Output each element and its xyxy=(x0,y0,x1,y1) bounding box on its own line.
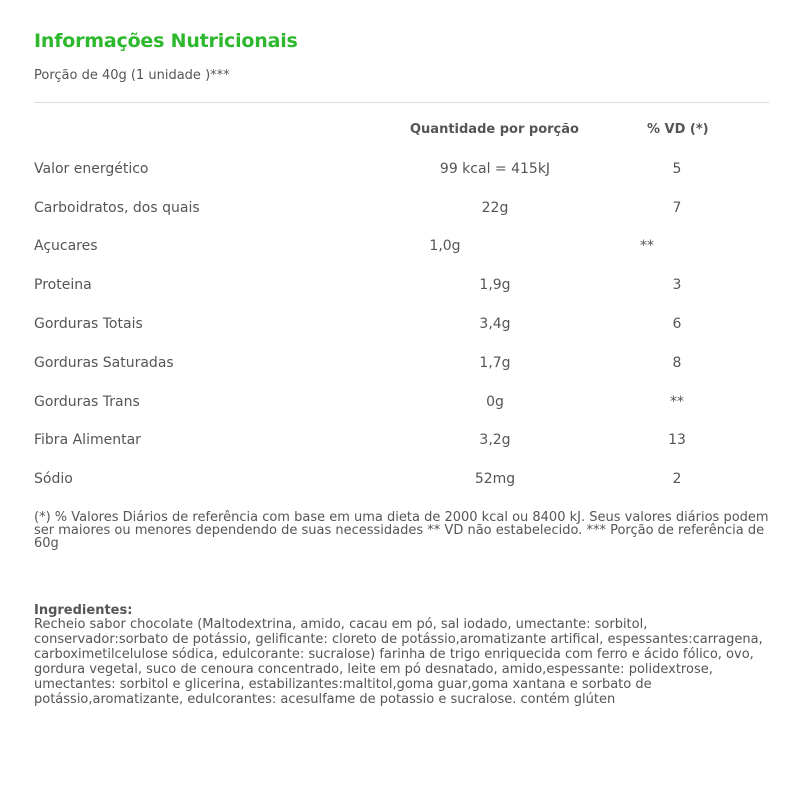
nutrient-label: Valor energético xyxy=(34,161,149,177)
column-header-quantity: Quantidade por porção xyxy=(410,122,579,137)
nutrient-vd: 7 xyxy=(672,200,682,216)
nutrient-quantity: 1,7g xyxy=(479,355,511,371)
nutrient-vd: 2 xyxy=(672,471,682,487)
column-header-vd: % VD (*) xyxy=(647,122,709,137)
table-row xyxy=(0,432,800,452)
nutrient-quantity: 3,2g xyxy=(479,432,511,448)
nutrient-quantity: 99 kcal = 415kJ xyxy=(439,161,551,177)
nutrient-label: Gorduras Totais xyxy=(34,316,143,332)
nutrient-quantity: 1,9g xyxy=(479,277,511,293)
table-row xyxy=(0,471,800,491)
nutrient-label: Gorduras Trans xyxy=(34,394,140,410)
table-row xyxy=(0,238,800,258)
nutrient-quantity: 0g xyxy=(486,394,504,410)
divider xyxy=(34,102,769,103)
table-row xyxy=(0,394,800,414)
page-title: Informações Nutricionais xyxy=(34,30,298,52)
nutrient-label: Fibra Alimentar xyxy=(34,432,141,448)
nutrient-label: Proteina xyxy=(34,277,92,293)
table-row xyxy=(0,161,800,181)
portion-size: Porção de 40g (1 unidade )*** xyxy=(34,68,230,83)
table-row xyxy=(0,316,800,336)
nutrient-vd: ** xyxy=(640,238,654,254)
nutrient-label: Carboidratos, dos quais xyxy=(34,200,200,216)
nutrient-vd: 5 xyxy=(672,161,682,177)
nutrient-quantity: 1,0g xyxy=(429,238,461,254)
table-row xyxy=(0,355,800,375)
nutrient-vd: 3 xyxy=(672,277,682,293)
nutrient-quantity: 52mg xyxy=(474,471,516,487)
ingredients-text: Recheio sabor chocolate (Maltodextrina, amido, cacau em pó, sal iodado, umectante: sorbitol, conservador:sorbato de potássio, gelificante: cloreto de potássio,aromatizante artifical, espessantes:carragena, carboximetilcelulose sódica, edulcorante: sucralose) farinha de trigo enriquecida com ferro e ácido fólico, ovo, gordura vegetal, suco de cenoura concentrado, leite em pó desnatado, amido,espessante: polidextrose, umectantes: sorbitol e glicerina, estabilizantes:maltitol,goma guar,goma xantana e sorbato de potássio,aromatizante, edulcorantes: acesulfame de potassio e sucralose. contém glúten xyxy=(34,617,763,707)
nutrient-vd: 13 xyxy=(668,432,686,448)
table-row xyxy=(0,277,800,297)
footnote: (*) % Valores Diários de referência com base em uma dieta de 2000 kcal ou 8400 kJ. Seus valores diários podem ser maiores ou menores dependendo de suas necessidades ** VD não estabelecido. *** Porção de referência de 60g xyxy=(34,510,769,551)
nutrient-label: Sódio xyxy=(34,471,73,487)
nutrient-label: Açucares xyxy=(34,238,98,254)
nutrient-vd: 6 xyxy=(672,316,682,332)
ingredients-title: Ingredientes: xyxy=(34,603,133,618)
nutrient-vd: ** xyxy=(670,394,684,410)
table-row xyxy=(0,200,800,220)
nutrient-vd: 8 xyxy=(672,355,682,371)
nutrient-quantity: 22g xyxy=(481,200,509,216)
nutrient-label: Gorduras Saturadas xyxy=(34,355,174,371)
nutrient-quantity: 3,4g xyxy=(479,316,511,332)
